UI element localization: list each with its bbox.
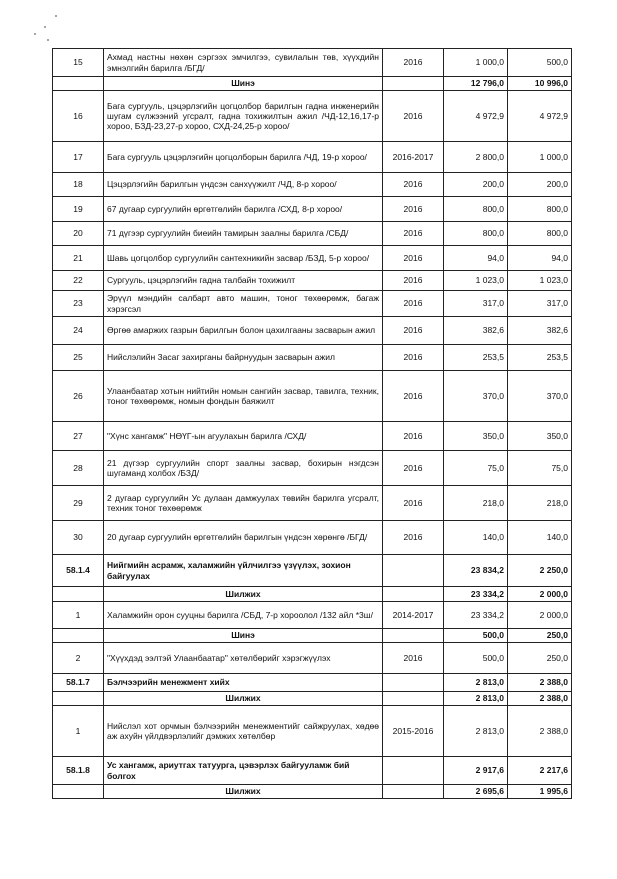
amount-total: 12 796,0 — [444, 77, 508, 91]
row-number: 18 — [53, 173, 104, 197]
item-description: 71 дүгээр сургуулийн биеийн тамирын заалны барилга /СБД/ — [104, 222, 383, 246]
row-number: 58.1.8 — [53, 757, 104, 785]
amount-total: 218,0 — [444, 486, 508, 521]
item-description: Шилжих — [104, 785, 383, 799]
year-cell — [383, 587, 444, 602]
row-number: 26 — [53, 371, 104, 422]
scan-speck — [34, 33, 36, 35]
row-number: 22 — [53, 271, 104, 291]
table-row — [53, 486, 572, 521]
amount-2016: 800,0 — [508, 197, 572, 222]
amount-total: 382,6 — [444, 317, 508, 345]
year-cell: 2016 — [383, 422, 444, 451]
amount-2016: 94,0 — [508, 246, 572, 271]
year-cell: 2014-2017 — [383, 602, 444, 629]
scan-speck — [47, 39, 49, 41]
amount-total: 75,0 — [444, 451, 508, 486]
amount-2016: 800,0 — [508, 222, 572, 246]
amount-total: 23 334,2 — [444, 602, 508, 629]
year-cell — [383, 77, 444, 91]
subtotal-row — [53, 692, 572, 706]
amount-total: 2 813,0 — [444, 692, 508, 706]
amount-2016: 1 000,0 — [508, 142, 572, 173]
row-number: 15 — [53, 49, 104, 77]
item-description: Шинэ — [104, 77, 383, 91]
row-number: 17 — [53, 142, 104, 173]
amount-2016: 1 995,6 — [508, 785, 572, 799]
amount-2016: 1 023,0 — [508, 271, 572, 291]
item-description: Нийслэлийн Засаг захирганы байрнуудын засварын ажил — [104, 345, 383, 371]
amount-2016: 2 000,0 — [508, 587, 572, 602]
item-description: 67 дугаар сургуулийн өргөтгөлийн барилга /СХД, 8-р хороо/ — [104, 197, 383, 222]
row-number: 16 — [53, 91, 104, 142]
year-cell: 2016 — [383, 371, 444, 422]
amount-2016: 253,5 — [508, 345, 572, 371]
section-row — [53, 757, 572, 785]
item-description: 20 дугаар сургуулийн өргөтгөлийн барилгын үндсэн хөрөнгө /БГД/ — [104, 521, 383, 555]
item-description: "Хүүхдэд ээлтэй Улаанбаатар" хөтөлбөрийг хэрэгжүүлэх — [104, 643, 383, 674]
amount-total: 1 023,0 — [444, 271, 508, 291]
scan-speck — [55, 15, 57, 17]
amount-2016: 2 217,6 — [508, 757, 572, 785]
row-number — [53, 692, 104, 706]
table-row — [53, 91, 572, 142]
year-cell — [383, 629, 444, 643]
amount-total: 23 334,2 — [444, 587, 508, 602]
amount-total: 350,0 — [444, 422, 508, 451]
item-description: Ус хангамж, ариутгах татуурга, цэвэрлэх байгууламж бий болгох — [104, 757, 383, 785]
year-cell: 2016 — [383, 451, 444, 486]
year-cell: 2016 — [383, 521, 444, 555]
table-row — [53, 317, 572, 345]
table-row — [53, 643, 572, 674]
amount-2016: 2 388,0 — [508, 706, 572, 757]
item-description: Сургууль, цэцэрлэгийн гадна талбайн тохижилт — [104, 271, 383, 291]
item-description: "Хүнс хангамж" НӨҮГ-ын агуулахын барилга /СХД/ — [104, 422, 383, 451]
amount-2016: 218,0 — [508, 486, 572, 521]
row-number: 24 — [53, 317, 104, 345]
amount-total: 2 813,0 — [444, 706, 508, 757]
amount-total: 2 813,0 — [444, 674, 508, 692]
budget-table — [52, 48, 572, 799]
row-number: 58.1.4 — [53, 555, 104, 587]
year-cell: 2016 — [383, 197, 444, 222]
year-cell: 2016-2017 — [383, 142, 444, 173]
year-cell — [383, 757, 444, 785]
item-description: Өргөө амаржих газрын барилгын болон цахилгааны засварын ажил — [104, 317, 383, 345]
amount-total: 2 800,0 — [444, 142, 508, 173]
item-description: Цэцэрлэгийн барилгын үндсэн санхүүжилт /ЧД, 8-р хороо/ — [104, 173, 383, 197]
amount-2016: 250,0 — [508, 629, 572, 643]
amount-2016: 10 996,0 — [508, 77, 572, 91]
table-row — [53, 49, 572, 77]
amount-2016: 2 388,0 — [508, 692, 572, 706]
amount-total: 500,0 — [444, 643, 508, 674]
subtotal-row — [53, 629, 572, 643]
row-number: 29 — [53, 486, 104, 521]
row-number: 27 — [53, 422, 104, 451]
item-description: Шинэ — [104, 629, 383, 643]
amount-total: 253,5 — [444, 345, 508, 371]
amount-total: 2 695,6 — [444, 785, 508, 799]
amount-2016: 200,0 — [508, 173, 572, 197]
amount-total: 140,0 — [444, 521, 508, 555]
row-number: 58.1.7 — [53, 674, 104, 692]
amount-2016: 250,0 — [508, 643, 572, 674]
subtotal-row — [53, 587, 572, 602]
item-description: Шилжих — [104, 587, 383, 602]
amount-2016: 4 972,9 — [508, 91, 572, 142]
scan-speck — [44, 26, 46, 28]
table-row — [53, 451, 572, 486]
table-row — [53, 602, 572, 629]
amount-2016: 317,0 — [508, 291, 572, 317]
year-cell: 2015-2016 — [383, 706, 444, 757]
year-cell: 2016 — [383, 222, 444, 246]
year-cell: 2016 — [383, 246, 444, 271]
amount-total: 94,0 — [444, 246, 508, 271]
table-row — [53, 706, 572, 757]
row-number: 28 — [53, 451, 104, 486]
amount-2016: 350,0 — [508, 422, 572, 451]
amount-total: 2 917,6 — [444, 757, 508, 785]
year-cell: 2016 — [383, 49, 444, 77]
table-row — [53, 222, 572, 246]
year-cell — [383, 692, 444, 706]
amount-total: 800,0 — [444, 222, 508, 246]
item-description: Бэлчээрийн менежмент хийх — [104, 674, 383, 692]
year-cell: 2016 — [383, 173, 444, 197]
year-cell: 2016 — [383, 486, 444, 521]
row-number: 1 — [53, 706, 104, 757]
amount-2016: 2 250,0 — [508, 555, 572, 587]
item-description: Эрүүл мэндийн салбарт авто машин, тоног төхөөрөмж, багаж хэрэгсэл — [104, 291, 383, 317]
amount-2016: 500,0 — [508, 49, 572, 77]
row-number — [53, 587, 104, 602]
amount-2016: 2 388,0 — [508, 674, 572, 692]
subtotal-row — [53, 77, 572, 91]
amount-total: 370,0 — [444, 371, 508, 422]
item-description: Ахмад настны нөхөн сэргээх эмчилгээ, сувилалын төв, хүүхдийн эмнэлгийн барилга /БГД/ — [104, 49, 383, 77]
amount-2016: 75,0 — [508, 451, 572, 486]
amount-2016: 140,0 — [508, 521, 572, 555]
table-row — [53, 521, 572, 555]
row-number — [53, 785, 104, 799]
amount-2016: 382,6 — [508, 317, 572, 345]
item-description: Шилжих — [104, 692, 383, 706]
row-number: 21 — [53, 246, 104, 271]
row-number — [53, 629, 104, 643]
item-description: 21 дүгээр сургуулийн спорт заалны засвар, бохирын нэгдсэн шугаманд холбох /БЗД/ — [104, 451, 383, 486]
section-row — [53, 674, 572, 692]
row-number: 2 — [53, 643, 104, 674]
amount-total: 500,0 — [444, 629, 508, 643]
year-cell: 2016 — [383, 345, 444, 371]
year-cell — [383, 785, 444, 799]
table-row — [53, 197, 572, 222]
item-description: Нийслэл хот орчмын бэлчээрийн менежментийг сайжруулах, хөдөө аж ахуйн үйлдвэрлэлийг дэмжих хөтөлбөр — [104, 706, 383, 757]
year-cell: 2016 — [383, 317, 444, 345]
section-row — [53, 555, 572, 587]
table-row — [53, 246, 572, 271]
budget-table-body — [53, 49, 572, 799]
amount-total: 200,0 — [444, 173, 508, 197]
table-row — [53, 291, 572, 317]
year-cell — [383, 674, 444, 692]
item-description: Бага сургууль, цэцэрлэгийн цогцолбор барилгын гадна инженерийн шугам сүлжээний угсралт, гадна тохижилтын ажил /ЧД-12,16,17-р хороо, БЗД-23,27-р хороо, СХД-24,25-р хороо/ — [104, 91, 383, 142]
table-row — [53, 371, 572, 422]
year-cell: 2016 — [383, 271, 444, 291]
item-description: 2 дугаар сургуулийн Ус дулаан дамжуулах төвийн барилга угсралт, техник тоног төхөөрөмж — [104, 486, 383, 521]
year-cell: 2016 — [383, 643, 444, 674]
amount-total: 317,0 — [444, 291, 508, 317]
row-number: 30 — [53, 521, 104, 555]
table-row — [53, 173, 572, 197]
item-description: Бага сургууль цэцэрлэгийн цогцолборын барилга /ЧД, 19-р хороо/ — [104, 142, 383, 173]
amount-2016: 2 000,0 — [508, 602, 572, 629]
item-description: Халамжийн орон сууцны барилга /СБД, 7-р хороолол /132 айл *3ш/ — [104, 602, 383, 629]
year-cell: 2016 — [383, 91, 444, 142]
row-number: 25 — [53, 345, 104, 371]
row-number: 20 — [53, 222, 104, 246]
row-number — [53, 77, 104, 91]
row-number: 1 — [53, 602, 104, 629]
amount-total: 1 000,0 — [444, 49, 508, 77]
table-row — [53, 271, 572, 291]
year-cell: 2016 — [383, 291, 444, 317]
amount-total: 800,0 — [444, 197, 508, 222]
amount-total: 4 972,9 — [444, 91, 508, 142]
item-description: Улаанбаатар хотын нийтийн номын сангийн засвар, тавилга, техник, тоног төхөөрөмж, номын фондын баяжилт — [104, 371, 383, 422]
subtotal-row — [53, 785, 572, 799]
year-cell — [383, 555, 444, 587]
row-number: 19 — [53, 197, 104, 222]
table-row — [53, 345, 572, 371]
item-description: Нийгмийн асрамж, халамжийн үйлчилгээ үзүүлэх, зохион байгуулах — [104, 555, 383, 587]
row-number: 23 — [53, 291, 104, 317]
amount-total: 23 834,2 — [444, 555, 508, 587]
table-row — [53, 142, 572, 173]
amount-2016: 370,0 — [508, 371, 572, 422]
item-description: Шавь цогцолбор сургуулийн сантехникийн засвар /БЗД, 5-р хороо/ — [104, 246, 383, 271]
table-row — [53, 422, 572, 451]
